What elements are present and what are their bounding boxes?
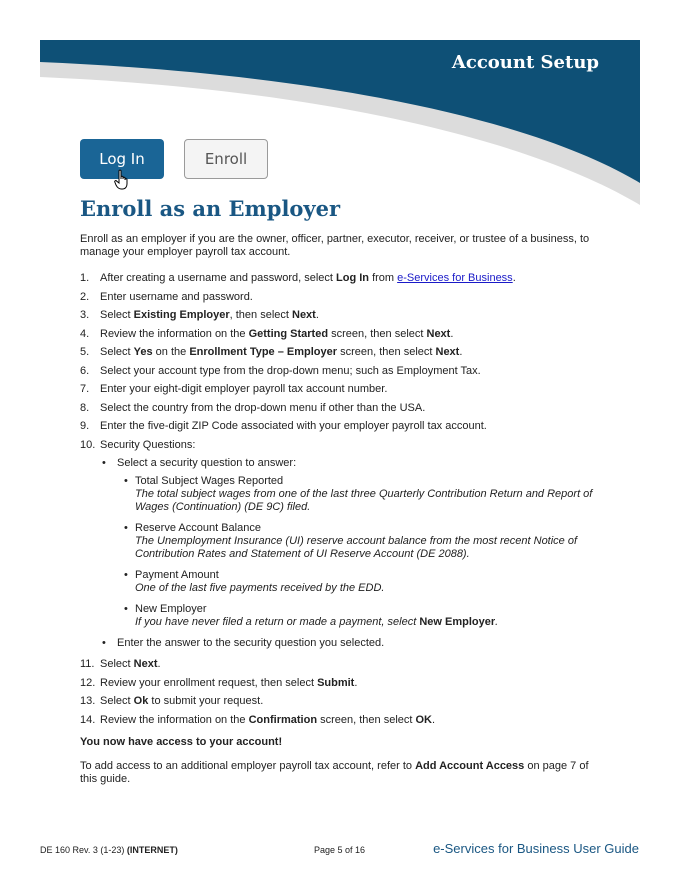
question-description: The total subject wages from one of the last three Quarterly Contribution Return and Report of Wages (Continuation) (DE 9C) filed.: [135, 488, 593, 513]
step-13: 13. Select Ok to submit your request.: [80, 695, 264, 707]
step-2: 2. Enter username and password.: [80, 290, 253, 303]
security-select-prompt: • Select a security question to answer:: [102, 457, 297, 469]
instructions: [80, 233, 605, 786]
step-number: 9.: [80, 420, 90, 432]
access-message: You now have access to your account!: [80, 735, 283, 748]
question-title: Payment Amount: [135, 569, 219, 581]
question-description: If you have never filed a return or made a payment, select New Employer.: [135, 616, 499, 628]
step-number: 5.: [80, 346, 90, 358]
header-title: Account Setup: [451, 52, 599, 73]
question-title: Total Subject Wages Reported: [135, 475, 284, 487]
step-number: 8.: [80, 401, 90, 414]
bullet-icon: •: [124, 569, 128, 581]
footer-form-id: DE 160 Rev. 3 (1-23) (INTERNET): [40, 845, 178, 855]
step-14: 14. Review the information on the Confirmation screen, then select OK.: [80, 713, 436, 726]
step-12: 12. Review your enrollment request, then select Submit.: [80, 676, 358, 689]
footer-page-number: Page 5 of 16: [314, 845, 366, 855]
step-number: 7.: [80, 383, 90, 395]
step-6: 6. Select your account type from the drop-down menu; such as Employment Tax.: [80, 364, 481, 377]
question-description: The Unemployment Insurance (UI) reserve account balance from the most recent Notice of Contribution Rates and Statement of UI Reserve Account (DE 2088).: [135, 535, 578, 560]
step-1: 1. After creating a username and password, select Log In from e-Services for Business.: [80, 272, 516, 284]
question-title: Reserve Account Balance: [135, 522, 261, 534]
step-number: 10.: [80, 438, 96, 451]
question-title: New Employer: [135, 603, 207, 615]
bullet-icon: •: [124, 522, 128, 534]
page-heading: Enroll as an Employer: [80, 196, 341, 221]
hand-cursor-icon: [114, 169, 132, 191]
step-number: 2.: [80, 290, 90, 303]
bullet-icon: •: [124, 475, 128, 487]
step-number: 6.: [80, 364, 90, 377]
intro-text: Enroll as an employer if you are the owner, officer, partner, executor, receiver, or trustee of a business, to manage your employer payroll tax account.: [80, 233, 590, 258]
step-9: 9. Enter the five-digit ZIP Code associated with your employer payroll tax account.: [80, 420, 487, 432]
security-answer-prompt: • Enter the answer to the security question you selected.: [102, 637, 385, 649]
step-5: 5. Select Yes on the Enrollment Type – Employer screen, then select Next.: [80, 346, 463, 358]
step-4: 4. Review the information on the Getting Started screen, then select Next.: [80, 327, 454, 340]
add-access-note: To add access to an additional employer payroll tax account, refer to Add Account Access on page 7 of this guide.: [80, 759, 589, 785]
bullet-icon: •: [124, 603, 128, 615]
step-number: 12.: [80, 676, 96, 689]
security-question-item: [80, 603, 605, 629]
step-11: 11. Select Next.: [80, 658, 161, 670]
question-description: One of the last five payments received by the EDD.: [135, 582, 385, 594]
step-7: 7. Enter your eight-digit employer payroll tax account number.: [80, 383, 388, 395]
login-button[interactable]: Log In: [80, 139, 164, 179]
step-10: 10. Security Questions:: [80, 438, 196, 451]
security-question-item: [80, 569, 605, 595]
security-question-item: [80, 522, 605, 561]
step-number: 1.: [80, 272, 90, 284]
step-8: 8. Select the country from the drop-down menu if other than the USA.: [80, 401, 426, 414]
security-question-item: [80, 475, 605, 514]
step-number: 11.: [80, 658, 95, 670]
step-number: 4.: [80, 327, 90, 340]
eservices-link[interactable]: e-Services for Business: [397, 272, 513, 284]
bullet-icon: •: [102, 457, 106, 469]
bullet-icon: •: [102, 637, 106, 649]
step-3: 3. Select Existing Employer, then select Next.: [80, 309, 319, 321]
step-number: 14.: [80, 713, 96, 726]
step-number: 3.: [80, 309, 90, 321]
enroll-button[interactable]: Enroll: [184, 139, 268, 179]
footer-guide-title: e-Services for Business User Guide: [433, 841, 639, 856]
step-number: 13.: [80, 695, 96, 707]
